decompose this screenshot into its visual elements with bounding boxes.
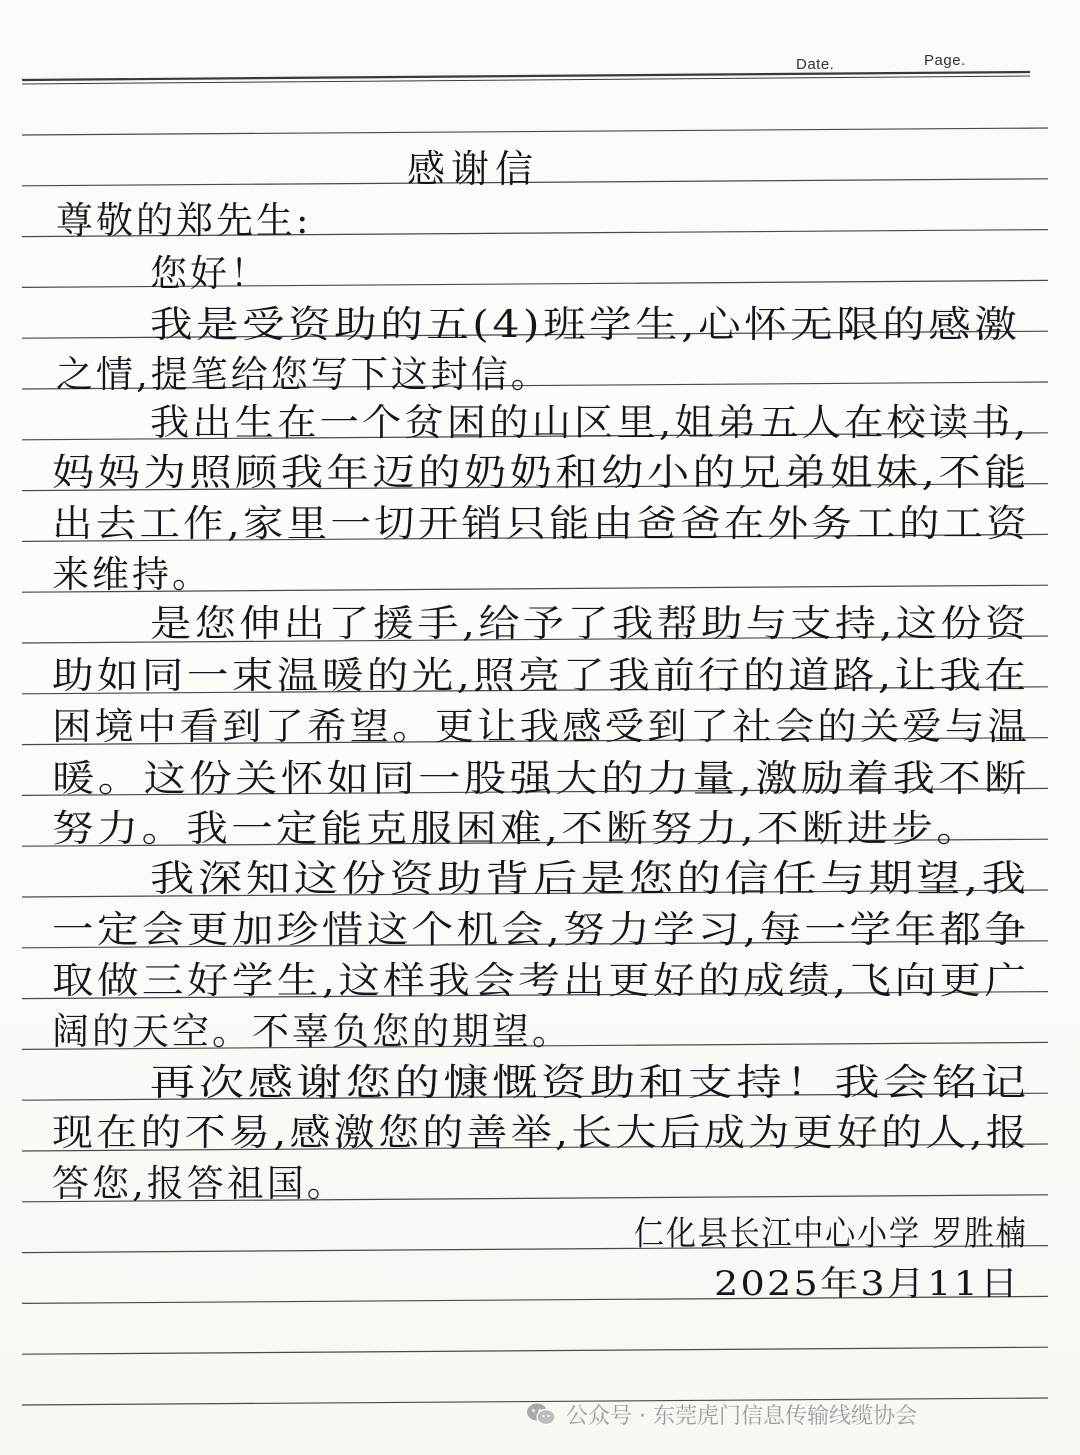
letter-line: 您好！ xyxy=(150,252,270,295)
letter-date: 2025年3月11日 xyxy=(714,1264,1021,1304)
letter-line: 妈妈为照顾我年迈的奶奶和幼小的兄弟姐妹,不能 xyxy=(52,451,1030,494)
ruled-line xyxy=(22,128,1048,135)
letter-line: 是您伸出了援手,给予了我帮助与支持,这份资 xyxy=(150,602,1030,645)
letter-line: 之情,提笔给您写下这封信。 xyxy=(56,353,551,396)
signature: 仁化县长江中心小学 罗胜楠 xyxy=(634,1214,1028,1254)
letter-line: 来维持。 xyxy=(52,553,212,596)
letter-line: 再次感谢您的慷慨资助和支持！我会铭记 xyxy=(150,1061,1030,1104)
letter-line: 我出生在一个贫困的山区里,姐弟五人在校读书, xyxy=(150,401,1030,444)
letter-line: 出去工作,家里一切开销只能由爸爸在外务工的工资 xyxy=(52,502,1030,545)
letter-line: 现在的不易,感激您的善举,长大后成为更好的人,报 xyxy=(52,1111,1031,1154)
date-label: Date. xyxy=(796,56,835,73)
ruled-line xyxy=(22,1347,1048,1354)
salutation: 尊敬的郑先生: xyxy=(56,199,312,242)
letter-line: 答您,报答祖国。 xyxy=(52,1162,347,1205)
watermark-text: 公众号 · 东莞虎门信息传输线缆协会 xyxy=(566,1403,917,1429)
letter-line: 努力。我一定能克服困难,不断努力,不断进步。 xyxy=(52,807,982,850)
letter-line: 暖。这份关怀如同一股强大的力量,激励着我不断 xyxy=(52,757,1030,800)
letter-line: 阔的天空。不辜负您的期望。 xyxy=(52,1010,572,1053)
letter-line: 助如同一束温暖的光,照亮了我前行的道路,让我在 xyxy=(52,654,1030,697)
wechat-official-account-icon xyxy=(526,1402,556,1426)
letter-line: 取做三好学生,这样我会考出更好的成绩,飞向更广 xyxy=(52,959,1030,1002)
letter-title: 感谢信 xyxy=(407,147,540,191)
watermark xyxy=(526,1394,1056,1434)
letter-line: 我深知这份资助背后是您的信任与期望,我 xyxy=(150,857,1030,900)
letter-line: 一定会更加珍惜这个机会,努力学习,每一学年都争 xyxy=(52,908,1030,951)
letter-line: 我是受资助的五(4)班学生,心怀无限的感激 xyxy=(150,303,1021,346)
page-label: Page. xyxy=(924,52,966,69)
letter-line: 困境中看到了希望。更让我感受到了社会的关爱与温 xyxy=(52,705,1030,748)
